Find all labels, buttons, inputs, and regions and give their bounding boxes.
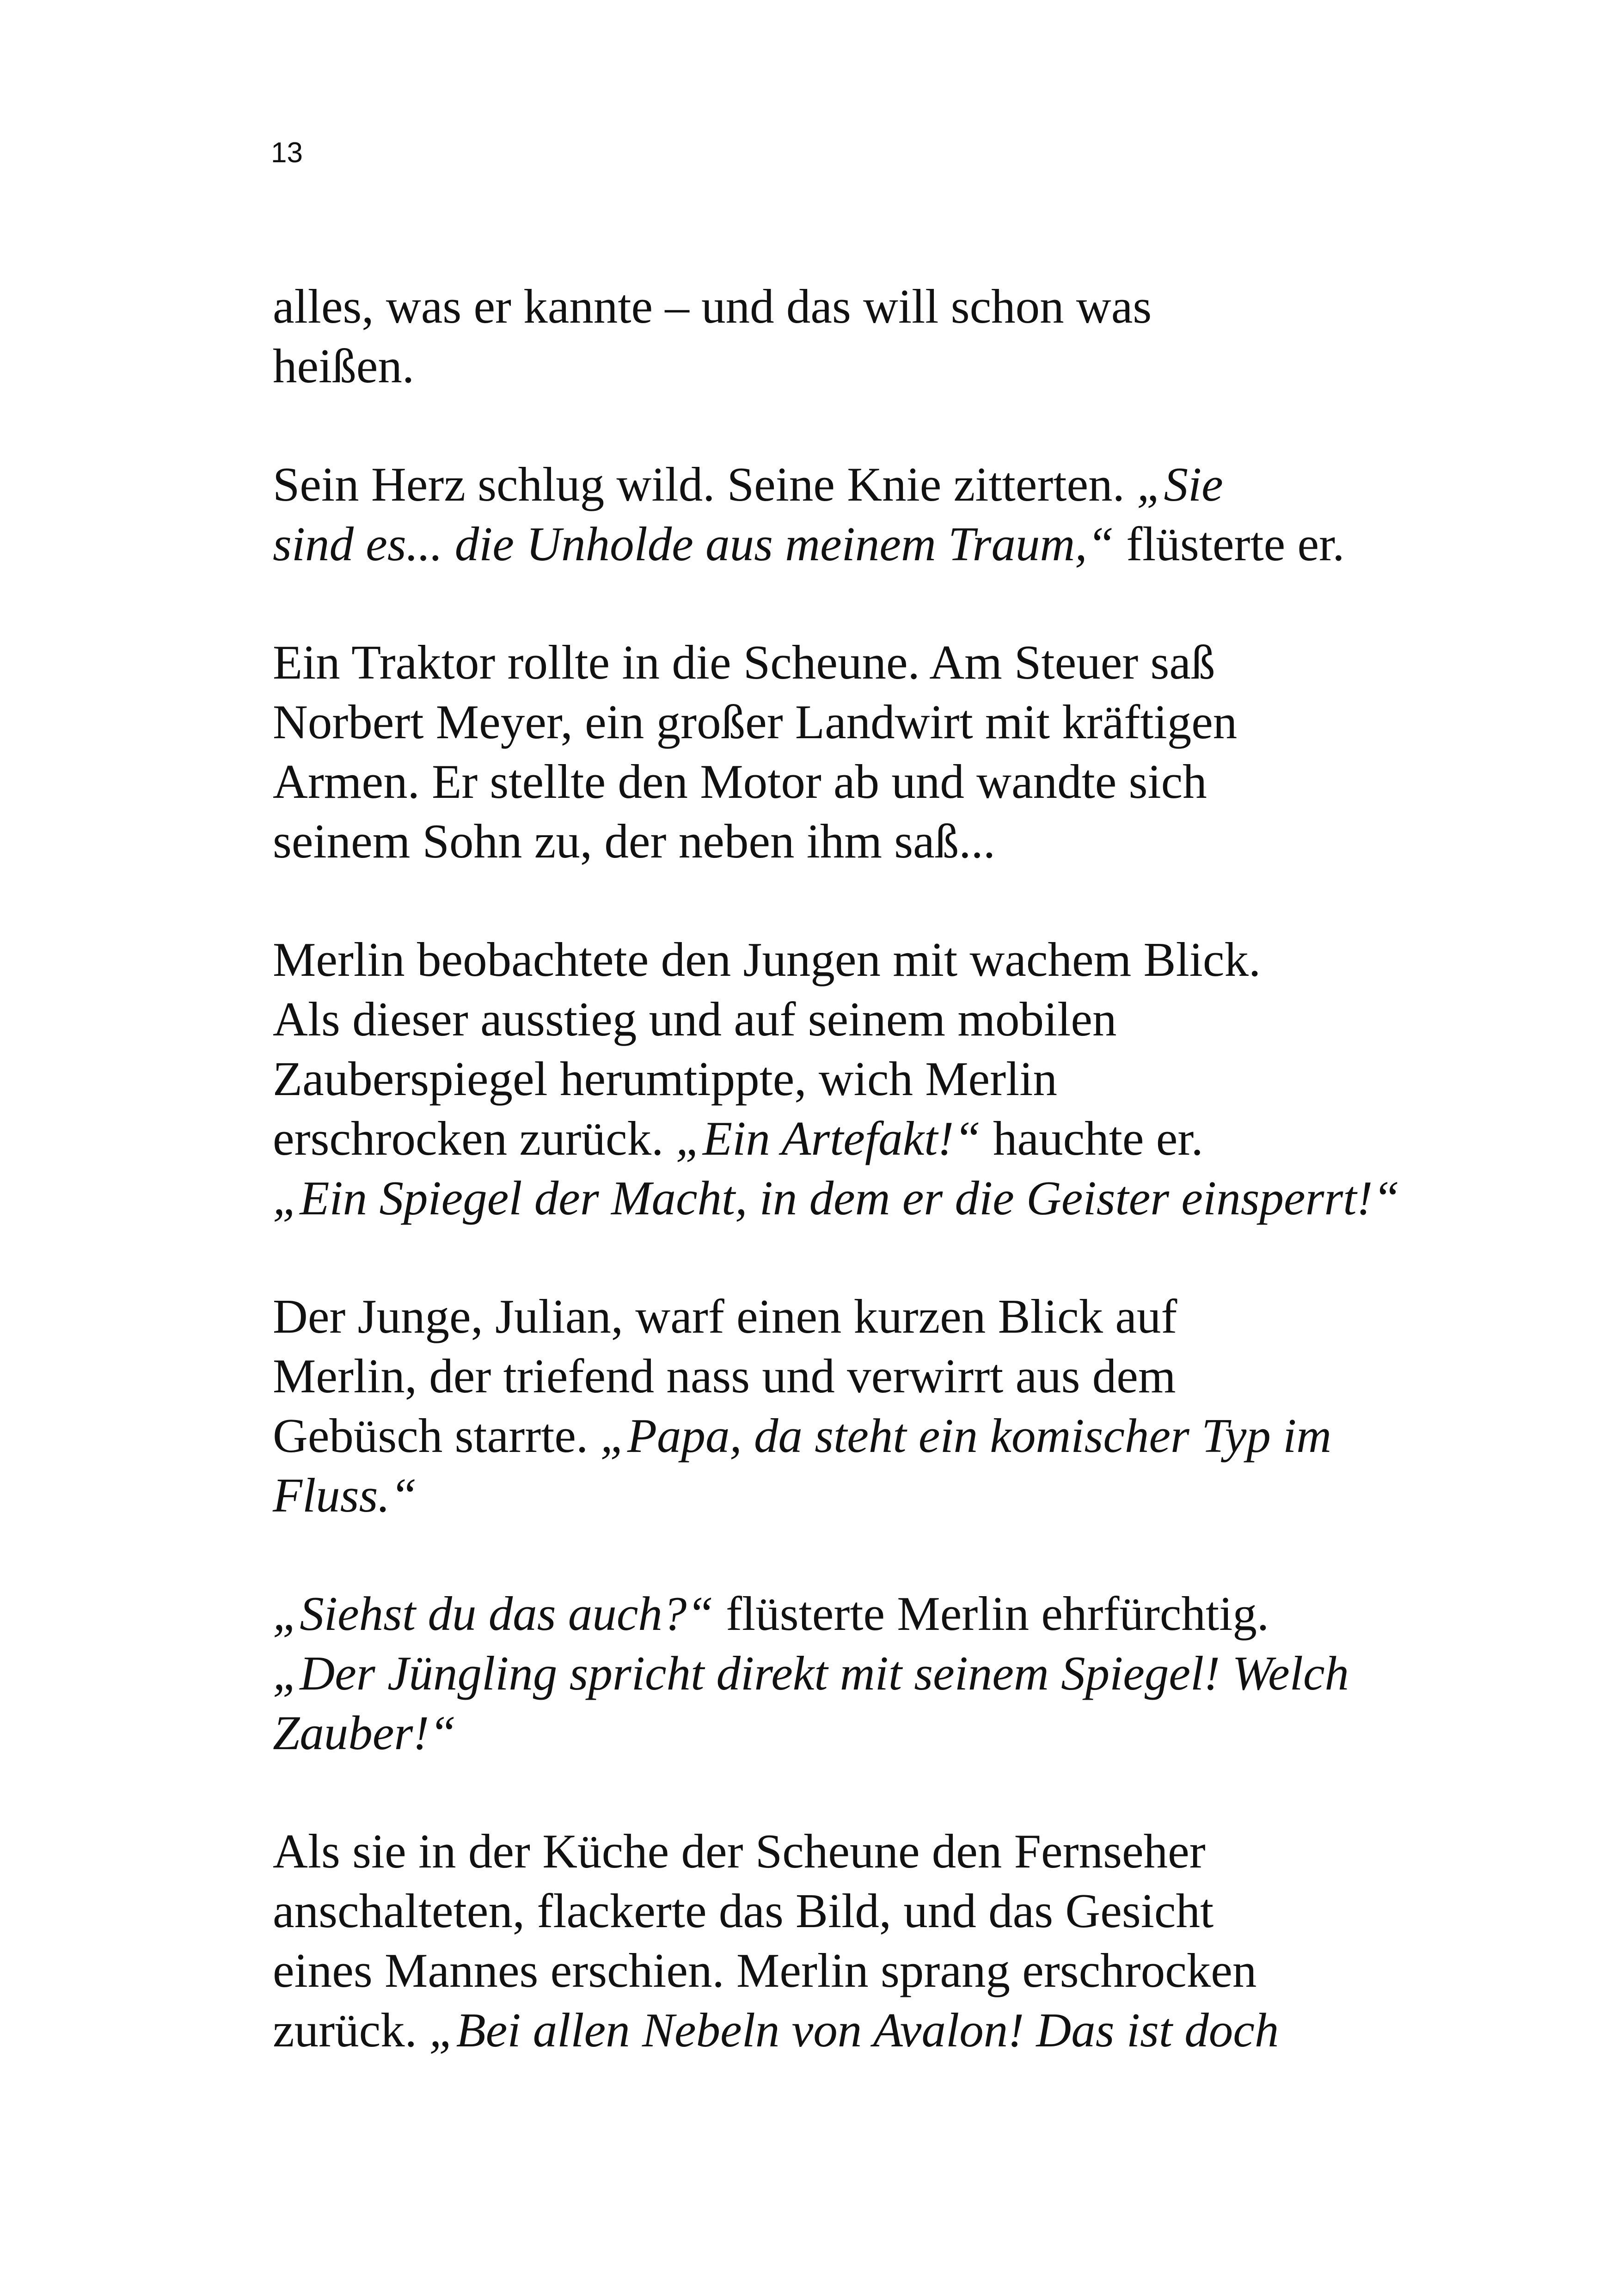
text-line: [273, 1584, 1373, 1643]
text-line: [273, 1941, 1373, 2000]
text-segment: Merlin, der triefend nass und verwirrt aus dem: [273, 1349, 1176, 1403]
italic-text: „Ein Artefakt!“: [675, 1111, 981, 1165]
italic-text: „Siehst du das auch?“: [273, 1586, 714, 1641]
text-line: [273, 692, 1373, 752]
text-line: [273, 454, 1373, 514]
text-segment: seinem Sohn zu, der neben ihm saß...: [273, 814, 996, 868]
text-segment: Zauberspiegel herumtippte, wich Merlin: [273, 1052, 1057, 1106]
text-line: [273, 514, 1373, 574]
text-line: [273, 1286, 1373, 1346]
paragraph: [273, 930, 1400, 1228]
text-line: [273, 1465, 1373, 1525]
page-number: 13: [271, 137, 303, 169]
text-line: [273, 989, 1373, 1049]
italic-text: „Sie: [1137, 457, 1223, 511]
text-segment: Ein Traktor rollte in die Scheune. Am Steuer saß: [273, 635, 1215, 689]
text-line: [273, 276, 1373, 336]
text-line: [273, 632, 1373, 692]
paragraph: [273, 1584, 1373, 1763]
text-segment: eines Mannes erschien. Merlin sprang erschrocken: [273, 1943, 1257, 1997]
text-line: [273, 1168, 1400, 1228]
paragraph: [273, 1286, 1373, 1525]
text-segment: erschrocken zurück.: [273, 1111, 676, 1165]
text-segment: anschalteten, flackerte das Bild, und das Gesicht: [273, 1884, 1214, 1938]
text-line: [273, 1346, 1373, 1406]
text-segment: Der Junge, Julian, warf einen kurzen Blick auf: [273, 1289, 1177, 1343]
italic-text: sind es... die Unholde aus meinem Traum,“: [273, 517, 1114, 571]
text-line: [273, 1881, 1373, 1941]
text-segment: heißen.: [273, 339, 415, 393]
text-segment: Merlin beobachtete den Jungen mit wachem Blick.: [273, 932, 1261, 986]
text-line: [273, 752, 1373, 811]
paragraph: [273, 1821, 1373, 2060]
text-segment: Als sie in der Küche der Scheune den Fernseher: [273, 1824, 1206, 1878]
text-line: [273, 2000, 1373, 2060]
text-line: [273, 1703, 1373, 1763]
italic-text: „Ein Spiegel der Macht, in dem er die Geister einsperrt!“: [273, 1171, 1400, 1225]
body-text: [273, 276, 1400, 2118]
text-segment: flüsterte er.: [1114, 517, 1345, 571]
text-segment: hauchte er.: [981, 1111, 1203, 1165]
text-line: [273, 1406, 1373, 1465]
text-segment: alles, was er kannte – und das will schon was: [273, 279, 1152, 333]
paragraph: [273, 276, 1373, 396]
text-line: [273, 1049, 1373, 1108]
text-segment: flüsterte Merlin ehrfürchtig.: [713, 1586, 1269, 1641]
italic-text: Fluss.“: [273, 1468, 417, 1522]
italic-text: „Bei allen Nebeln von Avalon! Das ist doch: [429, 2003, 1279, 2057]
text-segment: Gebüsch starrte.: [273, 1408, 601, 1463]
text-line: [273, 336, 1373, 396]
paragraph: [273, 632, 1373, 871]
text-line: [273, 811, 1373, 871]
text-line: [273, 1821, 1373, 1881]
text-line: [273, 1643, 1373, 1703]
text-line: [273, 1108, 1373, 1168]
italic-text: „Papa, da steht ein komischer Typ im: [600, 1408, 1332, 1463]
paragraph: [273, 454, 1373, 574]
italic-text: Zauber!“: [273, 1706, 456, 1760]
italic-text: „Der Jüngling spricht direkt mit seinem Spiegel! Welch: [273, 1646, 1349, 1700]
text-segment: Sein Herz schlug wild. Seine Knie zitterten.: [273, 457, 1137, 511]
text-segment: Als dieser ausstieg und auf seinem mobilen: [273, 992, 1117, 1046]
text-segment: zurück.: [273, 2003, 429, 2057]
text-line: [273, 930, 1373, 989]
text-segment: Norbert Meyer, ein großer Landwirt mit kräftigen: [273, 695, 1238, 749]
text-segment: Armen. Er stellte den Motor ab und wandte sich: [273, 754, 1207, 808]
